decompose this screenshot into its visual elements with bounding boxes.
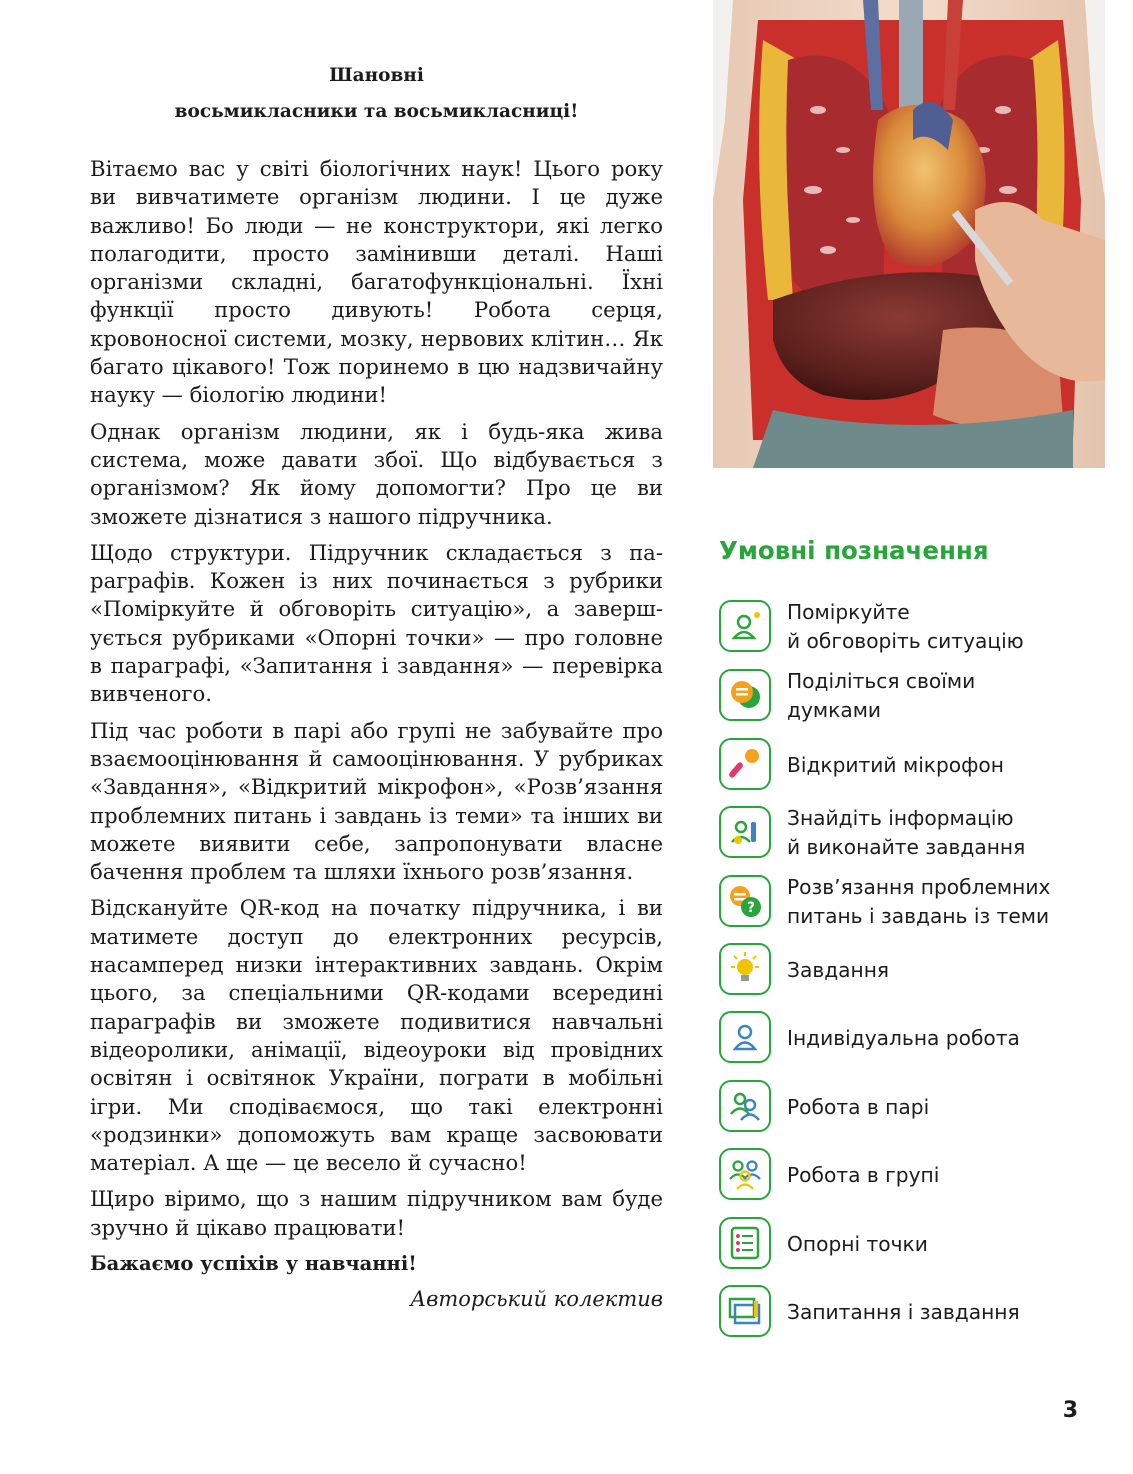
- legend-item-label-line: Робота в групі: [787, 1162, 940, 1187]
- group-work-icon: [719, 1148, 771, 1200]
- legend-item-label-line: Індивідуальна робота: [787, 1025, 1020, 1050]
- legend-item-label-line: Відкритий мікрофон: [787, 752, 1004, 777]
- legend-item-label-line: думками: [787, 698, 882, 722]
- paragraph-4: Під час роботи в парі або групі не забувайте про взаємооцінювання й самооцінювання. У рубриках «Завдання», «Відкритий мікрофон», «Розв’язання проблемних питань і завдань із теми» та інших ви можете виявити себе, запропонувати власне бачення проблем та шляхи їхнього розв’язання.: [90, 717, 663, 885]
- legend-item-label-line: Поміркуйте: [787, 600, 910, 624]
- legend-item: [719, 804, 1119, 860]
- discuss-situation-icon: [719, 600, 771, 652]
- legend-item-label: [787, 804, 1117, 862]
- legend-item-label-line: питань і завдань із теми: [787, 904, 1050, 928]
- legend-item-label: [787, 1078, 1117, 1136]
- legend-item: [719, 941, 1119, 997]
- legend-item-label: [787, 1009, 1117, 1067]
- legend-item: [719, 736, 1119, 792]
- legend-item-label-line: Розв’язання проблемних: [787, 875, 1051, 899]
- legend-item-label-line: Запитання і завдання: [787, 1299, 1020, 1324]
- legend-item-label: [787, 1215, 1117, 1273]
- legend-item-label: [787, 1283, 1117, 1341]
- legend-item: [719, 598, 1119, 654]
- lightbulb-icon: [719, 943, 771, 995]
- legend-item: [719, 873, 1119, 929]
- legend-item-label-line: Поділіться своїми: [787, 669, 976, 693]
- paragraph-3: Щодо структури. Підручник складається з параграфів. Кожен із них починається з рубрики «Поміркуйте й обговоріть ситуацію», а завершується рубриками «Опорні точки» — про головне в параграфі, «Запитання і завдання» — перевірка вивченого.: [90, 539, 663, 707]
- pair-work-icon: [719, 1080, 771, 1132]
- signature: Авторський колектив: [410, 1287, 663, 1312]
- legend-item-label: [787, 873, 1117, 931]
- paragraph-5: Відскануйте QR-код на початку підручника, і ви матимете доступ до електронних ресурсів, насамперед низки інтерактивних завдань. Окрім цього, за спеціальними QR-кодами всередині параграфів ви зможете подивитися навчальні відеоролики, анімації, відеоуроки від провідних освітян і освітянок України, пограти в мобільні ігри. Ми сподіваємося, що такі електронні «родзинки» допоможуть вам краще засвоювати матеріал. А ще — це весело й сучасно!: [90, 895, 663, 1176]
- legend-item-label-line: Опорні точки: [787, 1231, 928, 1256]
- microphone-icon: [719, 738, 771, 790]
- legend-item: [719, 1078, 1119, 1134]
- paragraph-1: Вітаємо вас у світі біологічних наук! Цього року ви вивчатимете організм людини. І це дуже важливо! Бо люди — не конструктори, які легко полагодити, просто замінивши деталі. Наші організми складні, багатофункціональні. Їхні функції просто дивують! Робота серця, кровоносної системи, мозку, нервових клітин… Як багато цікавого! Тож поринемо в цю надзвичайну науку — біологію людини!: [90, 156, 663, 408]
- legend-item-label-line: й виконайте завдання: [787, 835, 1026, 859]
- legend-item-label: [787, 667, 1117, 725]
- intro-text-column: [90, 58, 663, 1314]
- svg-text:?: ?: [746, 900, 756, 916]
- legend-item-label-line: Знайдіть інформацію: [787, 806, 1014, 830]
- legend-item-label-line: Завдання: [787, 957, 890, 982]
- questions-tasks-icon: [719, 1285, 771, 1337]
- legend-item: [719, 1009, 1119, 1065]
- find-information-icon: [719, 806, 771, 858]
- legend-item-label: [787, 598, 1117, 656]
- legend-item-label-line: Робота в парі: [787, 1094, 930, 1119]
- legend-item: [719, 667, 1119, 723]
- key-points-icon: [719, 1217, 771, 1269]
- legend-item-label: [787, 941, 1117, 999]
- legend-item-label: [787, 736, 1117, 794]
- legend-item: [719, 1146, 1119, 1202]
- legend-title: Умовні позначення: [719, 536, 989, 565]
- paragraph-6: Щиро віримо, що з нашим підручником вам буде зручно й цікаво працювати!: [90, 1186, 663, 1240]
- greeting-line-1: Шановні: [329, 65, 424, 86]
- legend-item-label-line: й обговоріть ситуацію: [787, 629, 1024, 653]
- share-thoughts-icon: [719, 669, 771, 721]
- problem-solving-icon: [719, 875, 771, 927]
- page-number: 3: [1062, 1398, 1078, 1423]
- legend-item-label: [787, 1146, 1117, 1204]
- paragraph-2: Однак організм людини, як і будь-яка жива система, може давати збої. Що відбувається з організмом? Як йому допомогти? Про це ви зможете дізнатися з нашого підручника.: [90, 418, 663, 529]
- legend-item: [719, 1283, 1119, 1339]
- closing-wish: Бажаємо успіхів у навчанні!: [90, 1251, 417, 1275]
- greeting-line-2: восьмикласники та восьмикласниці!: [174, 101, 579, 122]
- anatomy-model-photo: [713, 0, 1105, 468]
- individual-work-icon: [719, 1011, 771, 1063]
- legend-item: [719, 1215, 1119, 1271]
